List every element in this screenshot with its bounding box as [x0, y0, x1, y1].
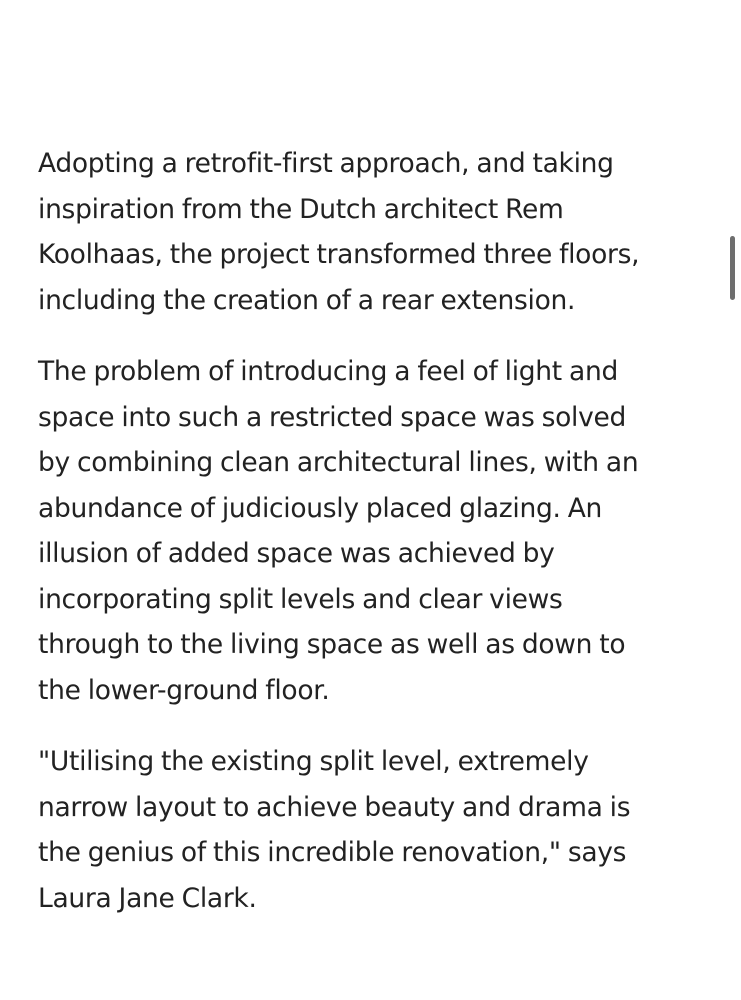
paragraph-line: the lower-ground floor.: [38, 674, 330, 706]
paragraph-line: inspiration from the Dutch architect Rem: [38, 193, 564, 225]
paragraph-line: The problem of introducing a feel of light and: [38, 356, 618, 387]
paragraph-line: Koolhaas, the project transformed three floors,: [38, 239, 640, 270]
paragraph-line: including the creation of a rear extension.: [38, 284, 576, 316]
paragraph-line: Laura Jane Clark.: [38, 882, 257, 914]
paragraph-line: abundance of judiciously placed glazing. An: [38, 492, 603, 524]
article-body: [38, 141, 698, 947]
paragraph-line: by combining clean architectural lines, with an: [38, 447, 639, 478]
paragraph-line: space into such a restricted space was solved: [38, 401, 626, 433]
paragraph-line: Adopting a retrofit-first approach, and taking: [38, 148, 614, 179]
paragraph-light-and-space: [38, 349, 698, 713]
paragraph-line: the genius of this incredible renovation," says: [38, 837, 627, 868]
paragraph-line: illusion of added space was achieved by: [38, 538, 555, 569]
paragraph-quote: [38, 739, 698, 921]
paragraph-line: incorporating split levels and clear views: [38, 583, 563, 615]
paragraph-line: through to the living space as well as down to: [38, 629, 626, 660]
scrollbar-thumb[interactable]: [730, 236, 735, 300]
paragraph-retrofit: [38, 141, 698, 323]
paragraph-line: "Utilising the existing split level, extremely: [38, 746, 589, 777]
paragraph-line: narrow layout to achieve beauty and drama is: [38, 791, 631, 823]
